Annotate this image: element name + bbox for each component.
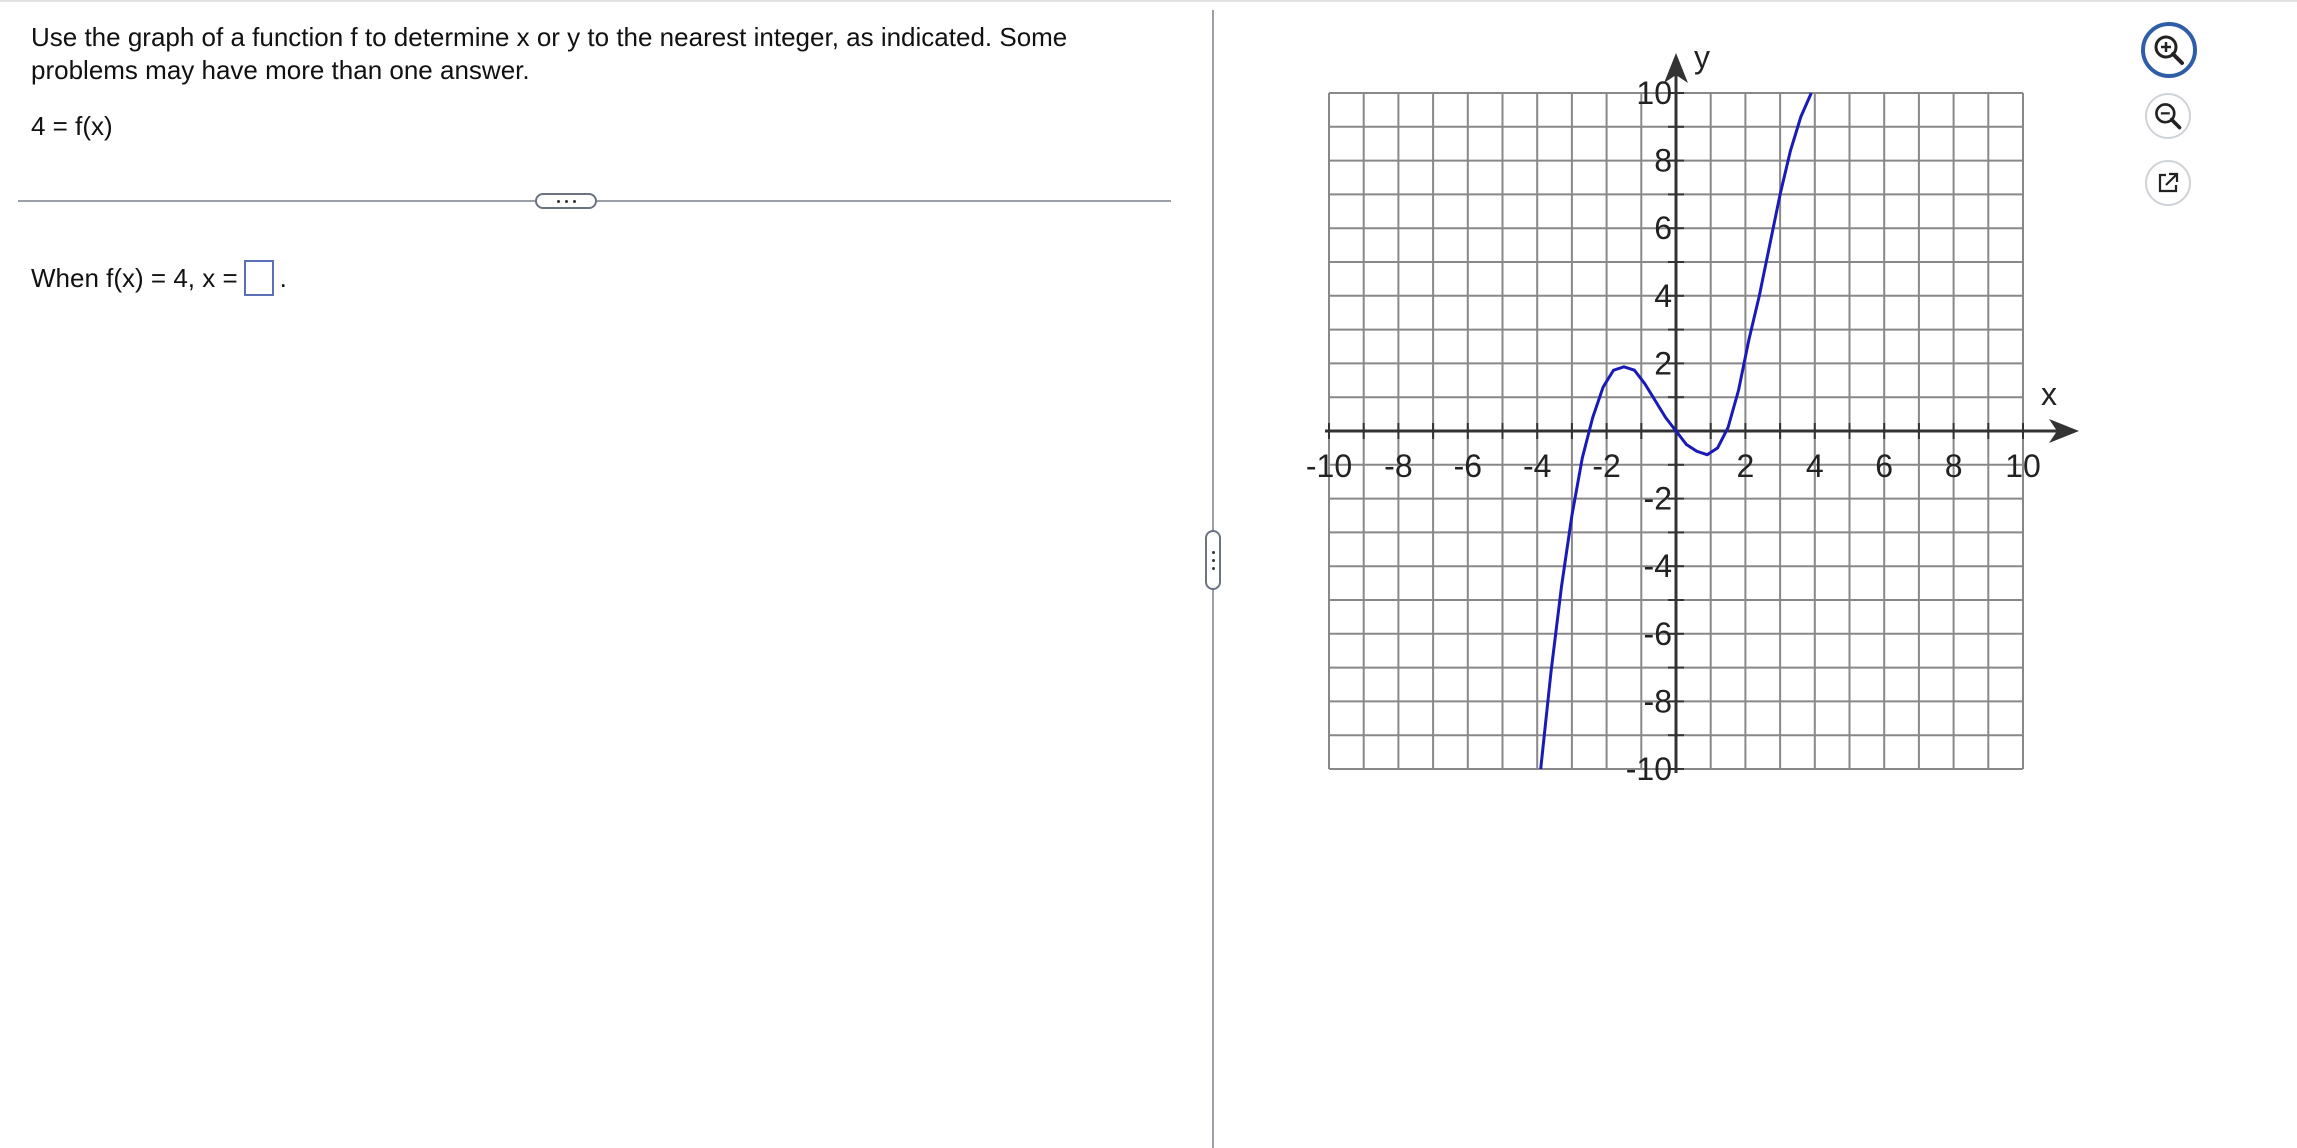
question-pane [0, 2, 1212, 1148]
instructions-text: Use the graph of a function f to determine x or y to the nearest integer, as indicated. Some problems may have more than one answer. [31, 22, 1068, 85]
y-tick-label: -8 [1643, 683, 1672, 720]
zoom-out-icon [2152, 100, 2184, 132]
y-tick-label: -6 [1643, 615, 1672, 652]
answer-input[interactable] [244, 260, 274, 296]
x-tick-label: 2 [1736, 448, 1755, 484]
function-graph [1290, 30, 2090, 810]
answer-prompt: When f(x) = 4, x = [31, 262, 238, 293]
vertical-ellipsis-icon [1212, 559, 1215, 562]
pane-resize-handle[interactable] [1205, 530, 1221, 590]
x-tick-label: 10 [2005, 448, 2041, 484]
answer-row [31, 260, 287, 296]
y-tick-label: 6 [1654, 210, 1672, 247]
equation-text: 4 = f(x) [31, 111, 113, 141]
expand-handle[interactable] [535, 193, 597, 209]
ellipsis-icon [557, 200, 560, 203]
ellipsis-icon [565, 200, 568, 203]
x-tick-label: 6 [1875, 448, 1894, 484]
x-tick-label: -6 [1453, 448, 1483, 484]
zoom-in-icon [2151, 32, 2187, 68]
x-tick-label: -4 [1522, 448, 1552, 484]
x-axis-label: x [2041, 376, 2057, 412]
x-tick-label: -2 [1592, 448, 1621, 484]
y-tick-label: -10 [1625, 751, 1672, 787]
y-tick-label: 2 [1654, 345, 1672, 382]
x-tick-label: -10 [1305, 448, 1353, 484]
answer-period: . [279, 262, 287, 293]
y-tick-label: 8 [1654, 142, 1672, 179]
y-tick-label: 4 [1654, 277, 1672, 314]
vertical-ellipsis-icon [1212, 567, 1215, 570]
y-tick-label: -4 [1643, 548, 1672, 585]
y-axis-label: y [1694, 39, 1710, 75]
popout-button[interactable] [2145, 160, 2191, 206]
y-tick-label: 10 [1636, 75, 1672, 111]
y-tick-label: -2 [1643, 480, 1672, 517]
vertical-ellipsis-icon [1212, 551, 1215, 554]
zoom-in-button[interactable] [2141, 22, 2197, 78]
ellipsis-icon [573, 200, 576, 203]
x-tick-label: 4 [1805, 448, 1824, 484]
x-tick-label: 8 [1944, 448, 1963, 484]
zoom-out-button[interactable] [2145, 93, 2191, 139]
x-tick-label: -8 [1384, 448, 1413, 484]
popout-icon [2155, 170, 2181, 196]
